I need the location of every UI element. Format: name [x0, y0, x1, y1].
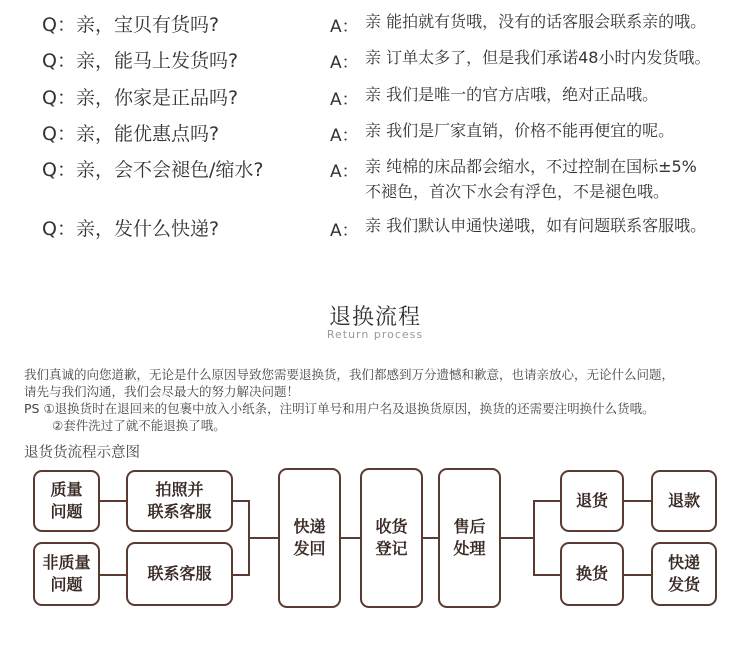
box-label: 快递 [667, 553, 700, 572]
box-label: 退货 [575, 491, 608, 510]
faq-answer: 亲 我们默认申通快递哦，如有问题联系客服哦。 [365, 216, 707, 235]
faq-answer: 亲 我们是厂家直销，价格不能再便宜的呢。 [365, 121, 675, 140]
faq-question: Q：亲，能优惠点吗? [42, 123, 220, 145]
box-label: 拍照并 [155, 480, 204, 499]
faq-answer-prefix: A： [330, 126, 359, 146]
non-quality-issue-box [33, 542, 100, 606]
faq-answer: 亲 订单太多了，但是我们承诺48小时内发货哦。 [365, 48, 711, 67]
faq-answer-prefix: A： [330, 53, 359, 73]
box-label: 换货 [575, 564, 608, 583]
connector [423, 537, 439, 539]
connector [248, 537, 278, 539]
box-label: 问题 [50, 502, 83, 521]
connector [341, 537, 361, 539]
faq-question: Q：亲，发什么快递? [42, 218, 220, 240]
box-label: 快递 [293, 517, 326, 536]
faq-answer: 亲 能拍就有货哦，没有的话客服会联系亲的哦。 [365, 12, 707, 31]
process-subtitle: Return process [326, 328, 424, 341]
quality-issue-box [33, 470, 100, 532]
receive-register-box [360, 468, 423, 608]
connector [100, 500, 128, 502]
connector [533, 500, 535, 576]
note-ps-1: PS ①退换货时在退回来的包裹中放入小纸条，注明订单号和用户名及退换货原因，换货的还需要注明换什么货哦。 [24, 401, 655, 416]
contact-service-box [126, 542, 233, 606]
reship-box [651, 542, 717, 606]
connector [501, 537, 534, 539]
process-title: 退换流程 [328, 305, 421, 330]
note-line: 请先与我们沟通，我们会尽最大的努力解决问题！ [24, 384, 300, 399]
after-sales-box [438, 468, 501, 608]
faq-question: Q：亲，宝贝有货吗? [42, 14, 220, 36]
photo-contact-service-box [126, 470, 233, 532]
faq-answer-prefix: A： [330, 17, 359, 37]
faq-answer: 亲 纯棉的床品都会缩水，不过控制在国标±5% [365, 157, 697, 176]
connector [533, 574, 561, 576]
note-ps-2: ②套件洗过了就不能退换了哦。 [52, 418, 226, 433]
box-label: 售后 [453, 517, 486, 536]
faq-answer-prefix: A： [330, 162, 359, 182]
faq-question: Q：亲，你家是正品吗? [42, 87, 239, 109]
ship-back-box [278, 468, 341, 608]
connector [624, 500, 652, 502]
return-flow-diagram [0, 462, 750, 622]
exchange-goods-box [560, 542, 624, 606]
return-notes [24, 366, 734, 434]
box-label: 联系客服 [147, 564, 212, 583]
faq-question: Q：亲，能马上发货吗? [42, 50, 239, 72]
box-label: 收货 [375, 517, 408, 536]
connector [233, 574, 249, 576]
box-label: 非质量 [42, 553, 91, 572]
connector [233, 500, 249, 502]
refund-box [651, 470, 717, 532]
box-label: 问题 [50, 575, 83, 594]
box-label: 质量 [50, 480, 83, 499]
connector [624, 574, 652, 576]
box-label: 处理 [453, 539, 486, 558]
note-line: 我们真诚的向您道歉，无论是什么原因导致您需要退换货，我们都感到万分遗憾和歉意，也请亲放心，无论什么问题， [24, 367, 675, 382]
box-label: 退款 [667, 491, 700, 510]
faq-question: Q：亲，会不会褪色/缩水? [42, 159, 264, 181]
connector [100, 574, 128, 576]
box-label: 登记 [375, 539, 408, 558]
return-goods-box [560, 470, 624, 532]
box-label: 发回 [293, 539, 326, 558]
faq-answer-continued: 不褪色，首次下水会有浮色，不是褪色哦。 [365, 182, 670, 201]
box-label: 联系客服 [147, 502, 212, 521]
flow-title: 退货货流程示意图 [24, 445, 140, 461]
faq-answer-prefix: A： [330, 90, 359, 110]
connector [533, 500, 561, 502]
faq-answer-prefix: A： [330, 221, 359, 241]
faq-answer: 亲 我们是唯一的官方店哦，绝对正品哦。 [365, 85, 659, 104]
box-label: 发货 [667, 575, 700, 594]
